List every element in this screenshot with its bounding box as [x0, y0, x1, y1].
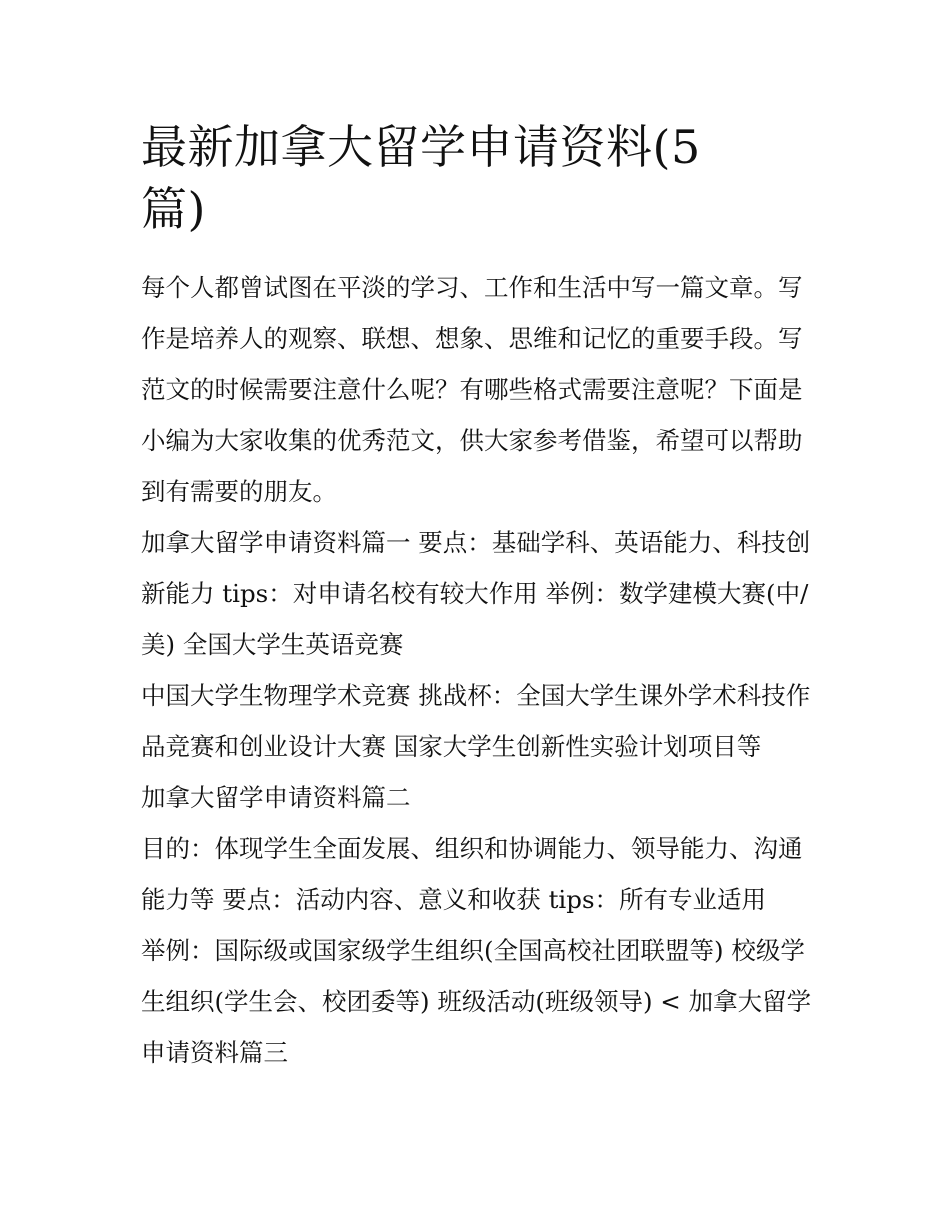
paragraph-section-one: 加拿大留学申请资料篇一 要点：基础学科、英语能力、科技创新能力 tips：对申请名校有较大作用 举例：数学建模大赛(中/美) 全国大学生英语竞赛 [141, 528, 811, 659]
paragraph-competitions: 中国大学生物理学术竞赛 挑战杯：全国大学生课外学术科技作品竞赛和创业设计大赛 国家大学生创新性实验计划项目等 [141, 681, 811, 761]
document-title: 最新加拿大留学申请资料(5篇) [141, 120, 701, 236]
paragraph-intro: 每个人都曾试图在平淡的学习、工作和生活中写一篇文章。写作是培养人的观察、联想、想象、思维和记忆的重要手段。写范文的时候需要注意什么呢？有哪些格式需要注意呢？下面是小编为大家收集的优秀范文，供大家参考借鉴，希望可以帮助到有需要的朋友。 [141, 273, 803, 506]
paragraph-section-two-heading: 加拿大留学申请资料篇二 [141, 783, 411, 812]
document-body [141, 262, 821, 1078]
paragraph-section-two-examples: 举例：国际级或国家级学生组织(全国高校社团联盟等) 校级学生组织(学生会、校团委等) 班级活动(班级领导) < 加拿大留学申请资料篇三 [141, 936, 812, 1067]
paragraph-section-two-goals: 目的：体现学生全面发展、组织和协调能力、领导能力、沟通能力等 要点：活动内容、意义和收获 tips：所有专业适用 [141, 834, 803, 914]
document-page [141, 116, 821, 1078]
